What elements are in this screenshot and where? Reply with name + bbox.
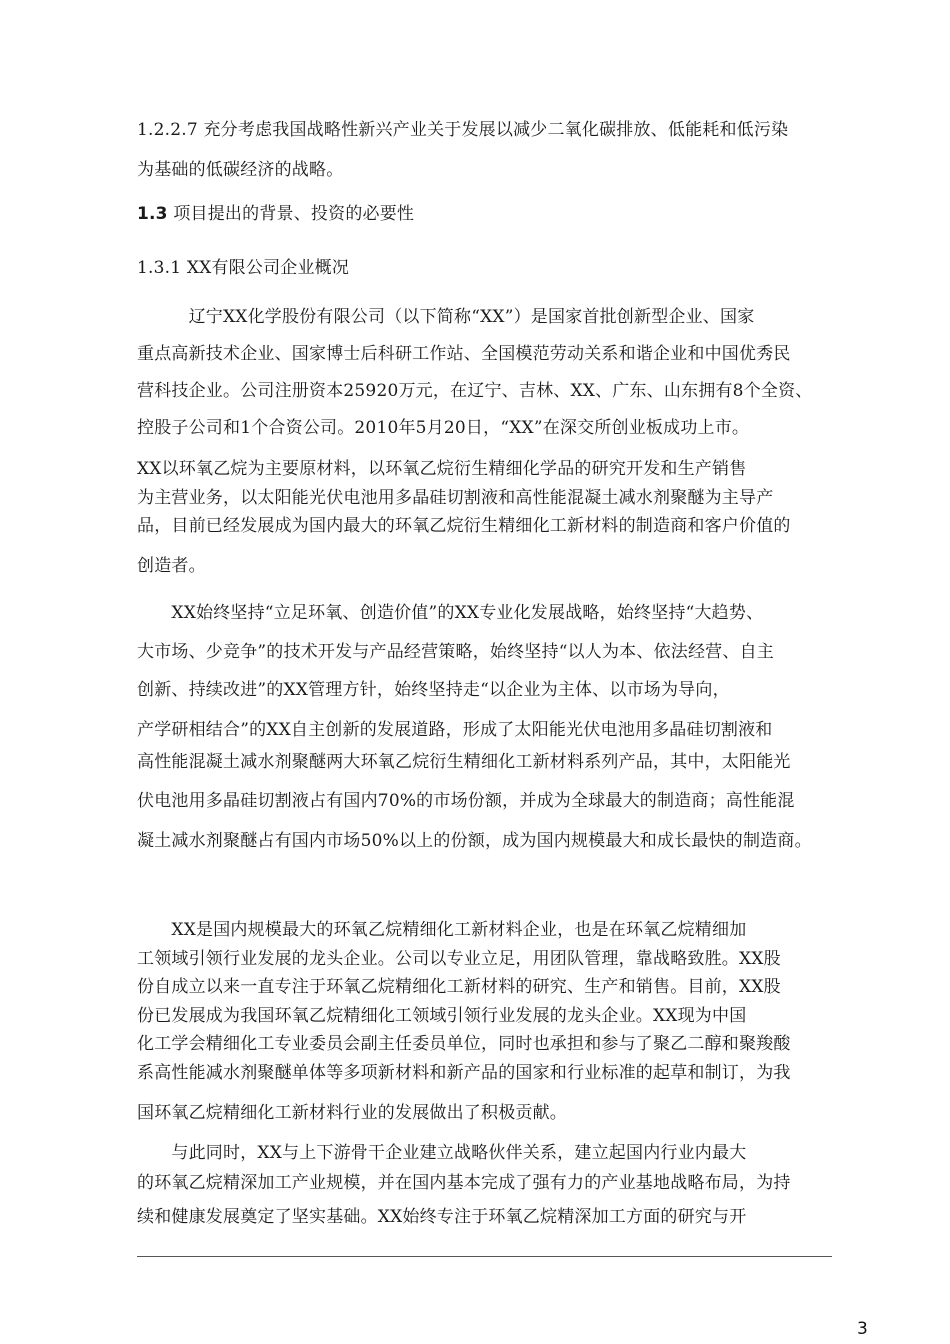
paragraph-5-line: 续和健康发展奠定了坚实基础。XX始终专注于环氧乙烷精深加工方面的研究与开	[137, 1207, 747, 1227]
paragraph-2-line: 创造者。	[137, 556, 206, 576]
paragraph-3-line: 伏电池用多晶硅切割液占有国内70%的市场份额，并成为全球最大的制造商；高性能混	[137, 791, 795, 811]
paragraph-1-line: 辽宁XX化学股份有限公司（以下简称“XX”）是国家首批创新型企业、国家	[137, 307, 755, 327]
paragraph-5-line: 与此同时，XX与上下游骨干企业建立战略伙伴关系，建立起国内行业内最大	[137, 1143, 747, 1163]
paragraph-1-line: 控股子公司和1个合资公司。2010年5月20日，“XX”在深交所创业板成功上市。	[137, 418, 750, 438]
paragraph-4-line: 国环氧乙烷精细化工新材料行业的发展做出了积极贡献。	[137, 1103, 567, 1123]
item-1-2-2-7-line-1: 1.2.2.7 充分考虑我国战略性新兴产业关于发展以减少二氧化碳排放、低能耗和低污染	[137, 120, 789, 140]
paragraph-1-line: 营科技企业。公司注册资本25920万元，在辽宁、吉林、XX、广东、山东拥有8个全资、	[137, 381, 813, 401]
paragraph-3-line: 凝土减水剂聚醚占有国内市场50%以上的份额，成为国内规模最大和成长最快的制造商。	[137, 831, 812, 851]
paragraph-4-line: 系高性能减水剂聚醚单体等多项新材料和新产品的国家和行业标准的起草和制订，为我	[137, 1063, 791, 1083]
section-heading-1-3-1: 1.3.1 XX有限公司企业概况	[137, 258, 350, 278]
item-1-2-2-7-line-2: 为基础的低碳经济的战略。	[137, 160, 344, 180]
page-number: 3	[857, 1319, 868, 1339]
section-number: 1.3	[137, 204, 168, 224]
paragraph-3-line: 产学研相结合”的XX自主创新的发展道路，形成了太阳能光伏电池用多晶硅切割液和	[137, 720, 773, 740]
footer-divider	[137, 1256, 832, 1257]
section-heading-1-3	[137, 203, 414, 225]
paragraph-3-line: XX始终坚持“立足环氧、创造价值”的XX专业化发展战略，始终坚持“大趋势、	[137, 603, 764, 623]
paragraph-2-line: 品，目前已经发展成为国内最大的环氧乙烷衍生精细化工新材料的制造商和客户价值的	[137, 516, 791, 536]
paragraph-3-line: 大市场、少竞争”的技术开发与产品经营策略，始终坚持“以人为本、依法经营、自主	[137, 642, 774, 662]
paragraph-3-line: 高性能混凝土减水剂聚醚两大环氧乙烷衍生精细化工新材料系列产品，其中，太阳能光	[137, 752, 791, 772]
paragraph-5-line: 的环氧乙烷精深加工产业规模，并在国内基本完成了强有力的产业基地战略布局，为持	[137, 1173, 791, 1193]
paragraph-2-line: XX以环氧乙烷为主要原材料，以环氧乙烷衍生精细化学品的研究开发和生产销售	[137, 459, 747, 479]
paragraph-4-line: XX是国内规模最大的环氧乙烷精细化工新材料企业，也是在环氧乙烷精细加	[137, 920, 747, 940]
paragraph-4-line: 工领域引领行业发展的龙头企业。公司以专业立足，用团队管理，靠战略致胜。XX股	[137, 949, 781, 969]
paragraph-1-line: 重点高新技术企业、国家博士后科研工作站、全国模范劳动关系和谐企业和中国优秀民	[137, 344, 791, 364]
paragraph-4-line: 份自成立以来一直专注于环氧乙烷精细化工新材料的研究、生产和销售。目前，XX股	[137, 977, 781, 997]
paragraph-4-line: 份已发展成为我国环氧乙烷精细化工领域引领行业发展的龙头企业。XX现为中国	[137, 1006, 747, 1026]
paragraph-3-line: 创新、持续改进”的XX管理方针，始终坚持走“以企业为主体、以市场为导向，	[137, 680, 730, 700]
paragraph-4-line: 化工学会精细化工专业委员会副主任委员单位，同时也承担和参与了聚乙二醇和聚羧酸	[137, 1034, 791, 1054]
section-title: 项目提出的背景、投资的必要性	[167, 204, 415, 224]
paragraph-2-line: 为主营业务，以太阳能光伏电池用多晶硅切割液和高性能混凝土减水剂聚醚为主导产	[137, 488, 774, 508]
